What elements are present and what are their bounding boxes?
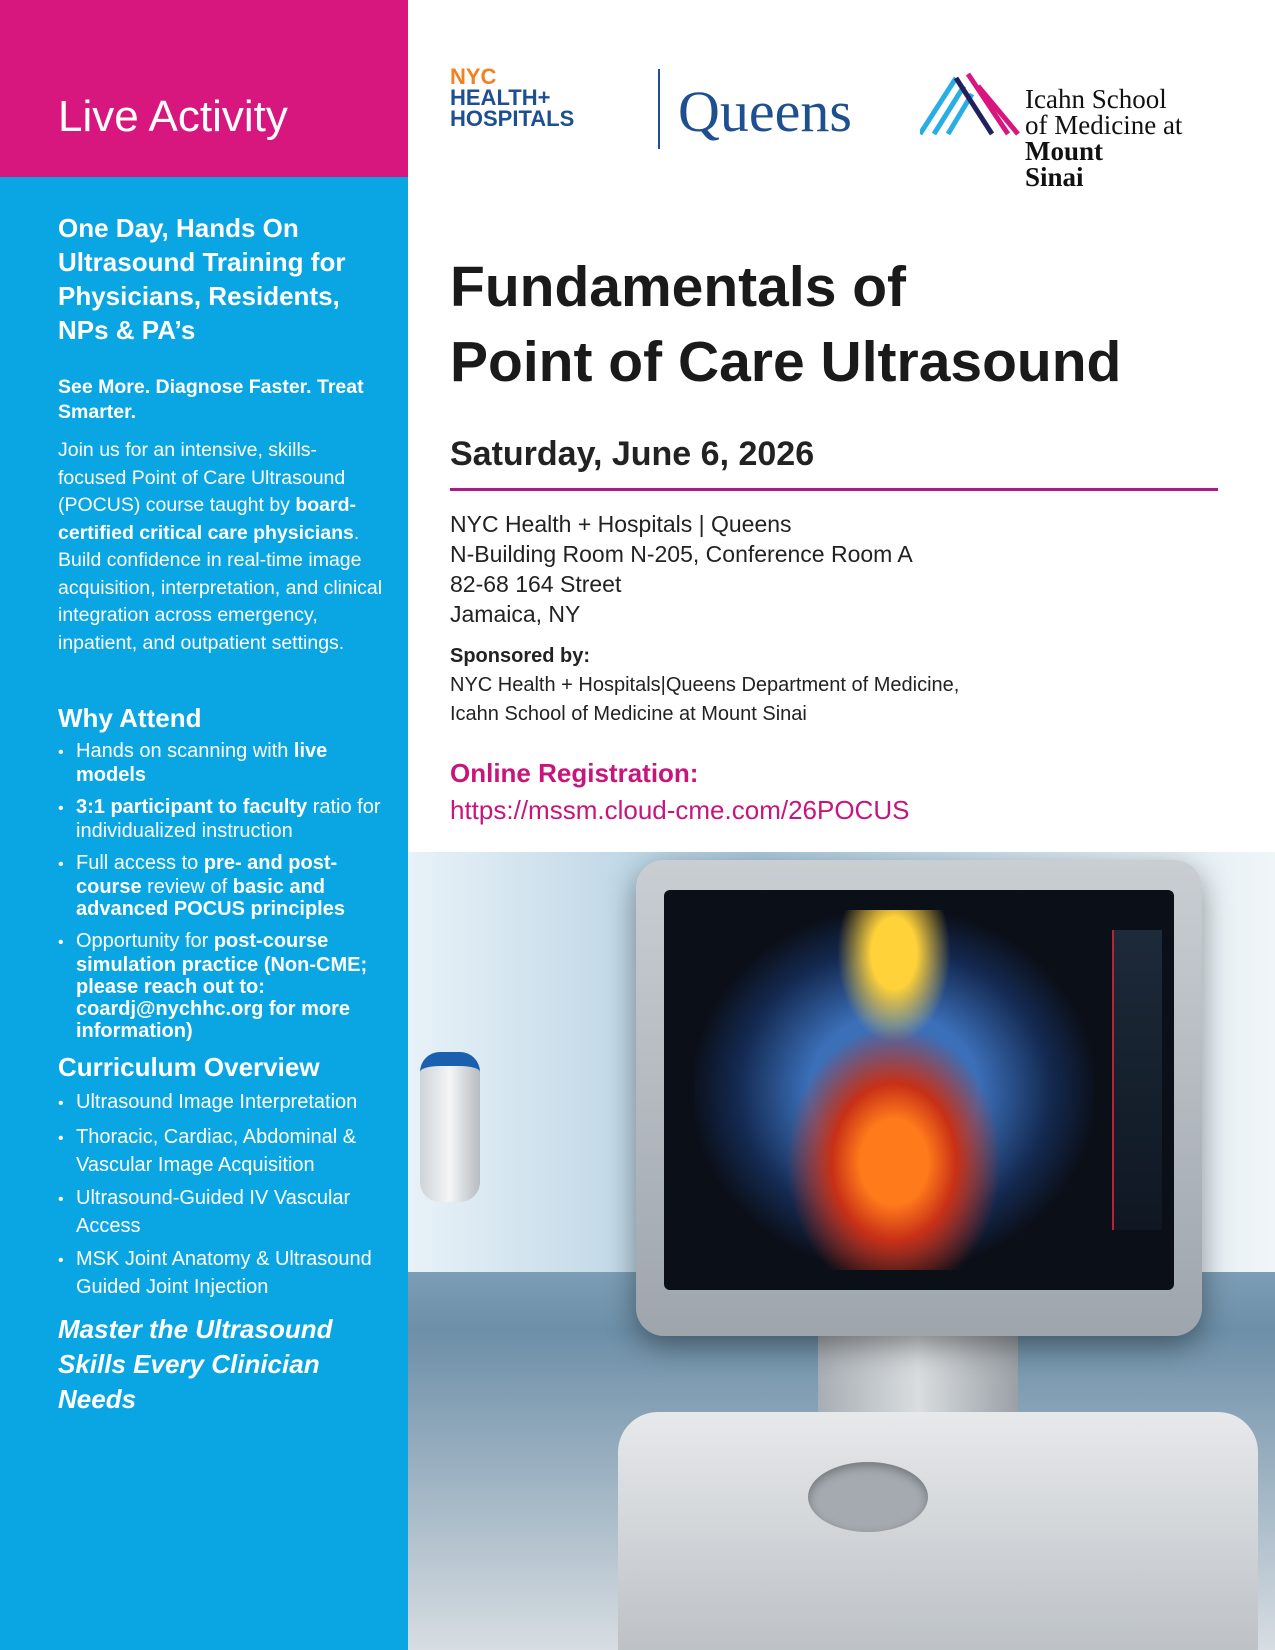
intro-paragraph [58, 437, 384, 657]
why-attend-heading: Why Attend [58, 703, 202, 733]
registration-link[interactable]: https://mssm.cloud-cme.com/26POCUS [450, 795, 910, 825]
intro-text: Join us for an intensive, skills-focused Point of Care Ultrasound (POCUS) course taught by [58, 439, 346, 516]
why-attend-list [58, 740, 384, 1042]
queens-logo-text: Queens [678, 79, 852, 144]
text-bold: live models [76, 740, 328, 786]
list-item: • MSK Joint Anatomy & Ultrasound Guided Joint Injection [58, 1246, 384, 1300]
live-activity-banner: Live Activity [0, 0, 408, 177]
list-item: • Thoracic, Cardiac, Abdominal & Vascular Image Acquisition [58, 1124, 384, 1178]
text: Hands on scanning with [76, 740, 294, 762]
intro-text: . Build confidence in real-time image acquisition, interpretation, and clinical integration across emergency, inpatient, and outpatient settings. [58, 521, 383, 654]
curriculum-heading: Curriculum Overview [58, 1052, 320, 1082]
list-item: • Ultrasound Image Interpretation [58, 1089, 384, 1117]
logo-text: NYC [450, 64, 497, 89]
logo-text: HEALTH+ [450, 85, 551, 110]
text: ratio for individualized instruction [76, 796, 381, 842]
address-line: N-Building Room N-205, Conference Room A [450, 541, 913, 567]
closing-statement: Master the Ultrasound Skills Every Clinician Needs [58, 1314, 333, 1414]
logo-text: of Medicine at [1025, 110, 1183, 140]
registration-label: Online Registration: [450, 758, 699, 788]
list-item [58, 930, 384, 1042]
intro-bold: board-certified critical care physicians [58, 494, 357, 544]
subheading: One Day, Hands On Ultrasound Training for Physicians, Residents, NPs & PA’s [58, 213, 346, 345]
registration [450, 758, 909, 826]
page-title [450, 250, 1121, 400]
ultrasound-probe [420, 1052, 480, 1202]
screen-side-panel [1112, 930, 1162, 1230]
monitor-screen [664, 890, 1174, 1290]
event-date: Saturday, June 6, 2026 [450, 435, 815, 473]
address-line: NYC Health + Hospitals | Queens [450, 511, 792, 537]
logo-text: Sinai [1025, 162, 1084, 192]
trackball [808, 1462, 928, 1532]
list-item [58, 852, 384, 920]
machine-console [618, 1412, 1258, 1650]
text-bold: pre- and post-course [76, 852, 338, 898]
ultrasound-image [694, 910, 1094, 1270]
list-item: • Ultrasound-Guided IV Vascular Access [58, 1185, 384, 1239]
address-line: Jamaica, NY [450, 601, 581, 627]
divider [450, 488, 1218, 491]
text-bold: basic and advanced POCUS principles [76, 876, 345, 920]
title-line: Point of Care Ultrasound [450, 330, 1122, 394]
text: review of [141, 876, 233, 898]
logo-text: Mount [1025, 136, 1104, 166]
text-bold: post-course simulation practice (Non-CME; please reach out to: coardj@nychhc.org for more information) [76, 930, 368, 1042]
left-sidebar [0, 0, 408, 1650]
sponsored-label: Sponsored by: [450, 645, 591, 667]
curriculum-list [58, 1089, 384, 1300]
event-address [450, 509, 913, 629]
tagline: See More. Diagnose Faster. Treat Smarter. [58, 376, 364, 423]
logo-text: HOSPITALS [450, 106, 575, 131]
logo-text: Icahn School [1025, 84, 1167, 114]
text: Opportunity for [76, 930, 214, 952]
list-item [58, 796, 384, 842]
list-item [58, 740, 384, 786]
title-line: Fundamentals of [450, 255, 907, 319]
logo-divider [658, 69, 660, 149]
mount-sinai-logo-icon [920, 72, 1020, 137]
address-line: 82-68 164 Street [450, 571, 622, 597]
monitor [636, 860, 1202, 1336]
text: Full access to [76, 852, 204, 874]
sponsors [450, 642, 959, 729]
sponsor: Icahn School of Medicine at Mount Sinai [450, 703, 807, 725]
logo-bar [450, 66, 1240, 196]
icahn-logo-text [1025, 86, 1182, 190]
nyc-health-hospitals-logo [450, 66, 574, 129]
ultrasound-machine-photo [408, 852, 1275, 1650]
text-bold: 3:1 participant to faculty [76, 796, 308, 818]
sponsor: NYC Health + Hospitals|Queens Department of Medicine, [450, 674, 960, 696]
